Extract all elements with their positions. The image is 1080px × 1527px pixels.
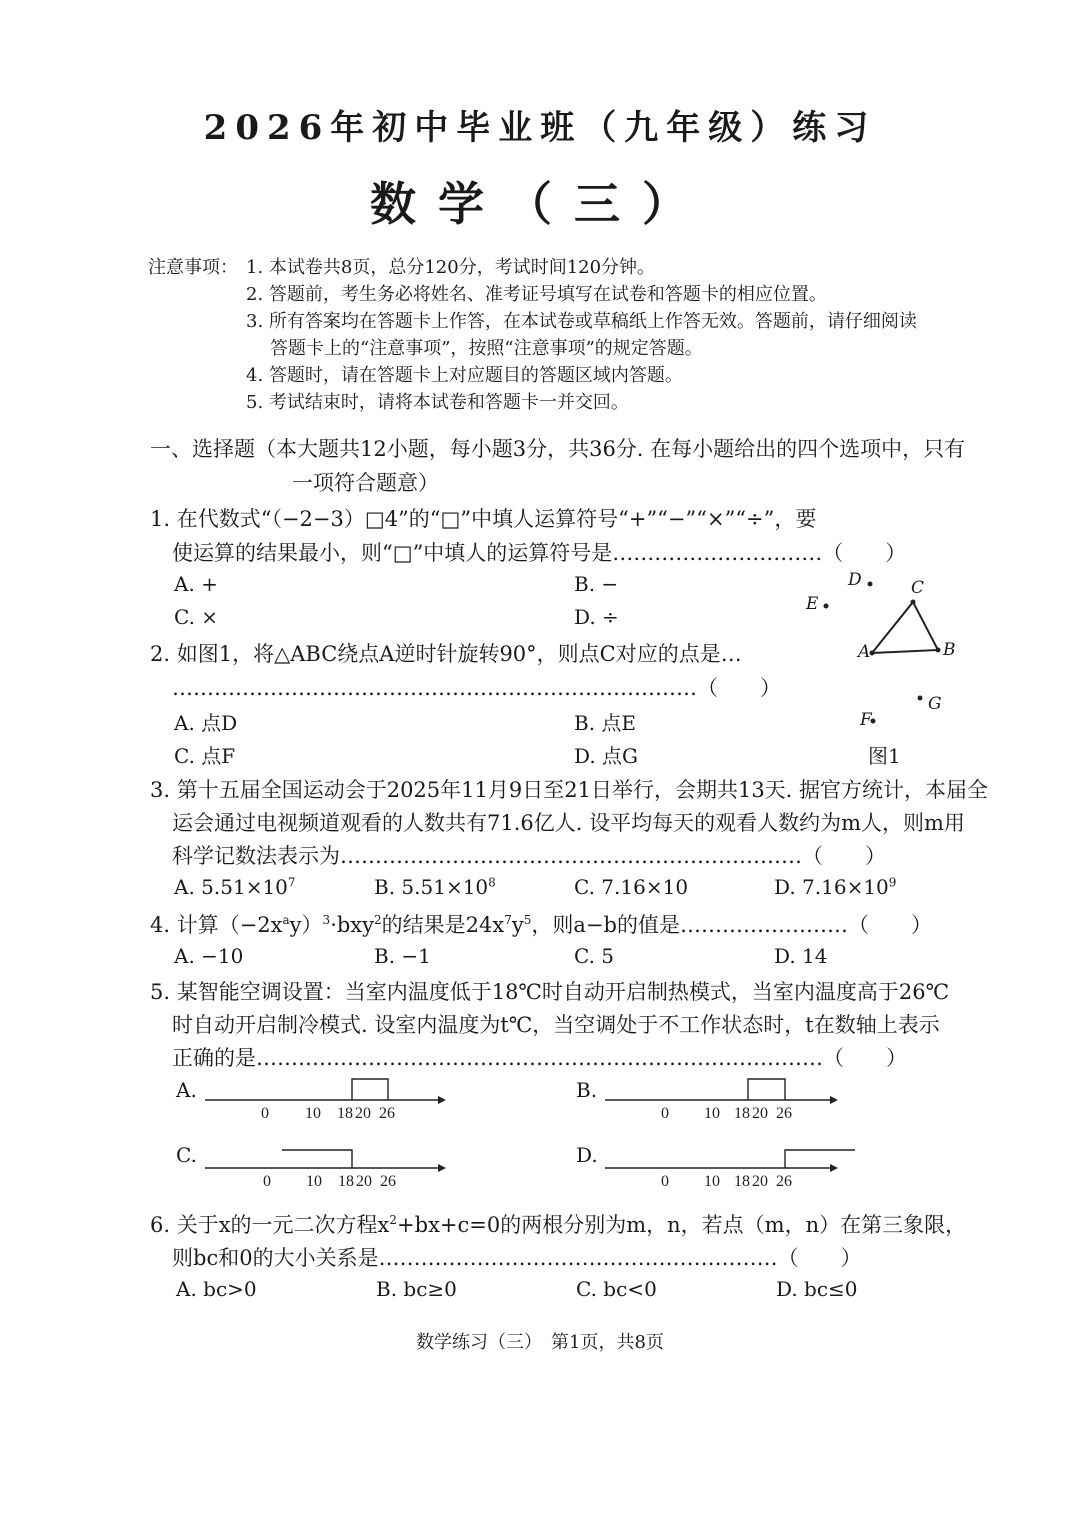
q6-option-b: B. bc≥0 — [376, 1277, 457, 1301]
point-label-c: C — [911, 578, 925, 598]
number-line-b — [600, 1070, 850, 1126]
question-5-line3: 正确的是………………………………………………………………………（ ） — [172, 1046, 907, 1070]
question-6-line1: 6. 关于x的一元二次方程$x^2+bx+c=0$的两根分别为m，n，若点（m，n）在第三象限， — [150, 1213, 967, 1237]
question-1-line2: 使运算的结果最小，则“□”中填人的运算符号是…………………………（ ） — [172, 541, 907, 565]
question-2-line2: …………………………………………………………………（ ） — [172, 676, 781, 700]
svg-text:20: 20 — [752, 1105, 768, 1122]
svg-text:18: 18 — [734, 1173, 750, 1190]
question-3-line3: 科学记数法表示为…………………………………………………………（ ） — [172, 844, 886, 868]
question-3-line2: 运会通过电视频道观看的人数共有71.6亿人. 设平均每天的观看人数约为m人，则m用 — [172, 811, 965, 835]
number-line-c — [200, 1138, 450, 1194]
svg-text:18: 18 — [337, 1105, 353, 1122]
q3-option-d: D. $7.16\times 10^9$ — [774, 875, 897, 899]
question-1-line1: 1. 在代数式“（−2−3）□4”的“□”中填人运算符号“+”“−”“×”“÷”，要 — [150, 507, 817, 531]
section-heading-cont: 一项符合题意） — [292, 471, 439, 495]
svg-text:26: 26 — [379, 1105, 395, 1122]
q5-option-b-label: B. — [576, 1078, 598, 1102]
q1-option-a: A. + — [174, 572, 218, 596]
notes-label: 注意事项： — [148, 257, 238, 278]
q2-option-a: A. 点D — [174, 711, 238, 735]
q1-option-d: D. ÷ — [574, 605, 619, 629]
question-5-line1: 5. 某智能空调设置：当室内温度低于18℃时自动开启制热模式，当室内温度高于26℃ — [150, 980, 950, 1004]
note-item: 4. 答题时，请在答题卡上对应题目的答题区域内答题。 — [246, 365, 683, 386]
svg-text:10: 10 — [305, 1105, 321, 1122]
svg-text:0: 0 — [661, 1173, 669, 1190]
number-line-a — [200, 1070, 450, 1126]
page-footer: 数学练习（三） 第1页，共8页 — [416, 1332, 664, 1353]
question-6-line2: 则bc和0的大小关系是…………………………………………………（ ） — [172, 1246, 862, 1270]
note-item: 3. 所有答案均在答题卡上作答，在本试卷或草稿纸上作答无效。答题前，请仔细阅读 — [246, 311, 917, 332]
q4-option-d: D. 14 — [774, 944, 828, 968]
svg-text:20: 20 — [356, 1173, 372, 1190]
q1-option-b: B. − — [574, 572, 619, 596]
q2-option-c: C. 点F — [174, 744, 236, 768]
exam-title: 2026年初中毕业班（九年级）练习 — [203, 108, 877, 148]
q4-option-b: B. −1 — [374, 944, 431, 968]
svg-text:0: 0 — [261, 1105, 269, 1122]
svg-text:10: 10 — [704, 1173, 720, 1190]
q1-option-c: C. × — [174, 605, 219, 629]
svg-text:26: 26 — [776, 1105, 792, 1122]
q3-option-c: C. 7.16×10 — [574, 875, 689, 899]
svg-text:20: 20 — [752, 1173, 768, 1190]
q2-option-b: B. 点E — [574, 711, 637, 735]
question-4-line1: 4. 计算$(-2x^ay)^3\cdot bxy^2$的结果是$24x^7y^5$，则a−b的值是……………………（ ） — [150, 913, 932, 937]
svg-text:26: 26 — [776, 1173, 792, 1190]
q5-option-a-label: A. — [176, 1078, 197, 1102]
figure-1 — [800, 565, 980, 765]
point-label-b: B — [943, 640, 956, 660]
section-heading: 一、选择题（本大题共12小题，每小题3分，共36分. 在每小题给出的四个选项中，只有 — [150, 437, 966, 461]
point-label-e: E — [806, 594, 819, 614]
q4-option-a: A. −10 — [174, 944, 244, 968]
svg-text:18: 18 — [338, 1173, 354, 1190]
note-item: 5. 考试结束时，请将本试卷和答题卡一并交回。 — [246, 392, 629, 413]
question-3-line1: 3. 第十五届全国运动会于2025年11月9日至21日举行，会期共13天. 据官方统计，本届全 — [150, 778, 989, 802]
point-label-a: A — [858, 642, 871, 662]
note-item: 2. 答题前，考生务必将姓名、准考证号填写在试卷和答题卡的相应位置。 — [246, 284, 827, 305]
figure-1-caption: 图1 — [868, 744, 901, 768]
q3-option-a: A. $5.51\times 10^7$ — [174, 875, 296, 899]
q6-option-d: D. bc≤0 — [776, 1277, 858, 1301]
svg-text:0: 0 — [263, 1173, 271, 1190]
note-item: 答题卡上的“注意事项”，按照“注意事项”的规定答题。 — [270, 338, 703, 359]
q6-option-a: A. bc>0 — [176, 1277, 257, 1301]
svg-text:18: 18 — [734, 1105, 750, 1122]
number-line-d — [600, 1138, 860, 1194]
svg-text:10: 10 — [306, 1173, 322, 1190]
svg-text:26: 26 — [380, 1173, 396, 1190]
note-item: 1. 本试卷共8页，总分120分，考试时间120分钟。 — [246, 257, 656, 278]
q4-option-c: C. 5 — [574, 944, 615, 968]
question-5-line2: 时自动开启制冷模式. 设室内温度为t℃，当空调处于不工作状态时，t在数轴上表示 — [172, 1013, 940, 1037]
q3-option-b: B. $5.51\times 10^8$ — [374, 875, 496, 899]
question-2-line1: 2. 如图1，将△ABC绕点A逆时针旋转90°，则点C对应的点是… — [150, 642, 742, 666]
q2-option-d: D. 点G — [574, 744, 639, 768]
exam-subtitle: 数学（三） — [370, 177, 710, 231]
q5-option-d-label: D. — [576, 1143, 598, 1167]
q5-option-c-label: C. — [176, 1143, 197, 1167]
svg-text:20: 20 — [355, 1105, 371, 1122]
point-label-d: D — [848, 570, 862, 590]
svg-text:0: 0 — [661, 1105, 669, 1122]
point-label-f: F — [860, 710, 872, 730]
point-label-g: G — [928, 694, 942, 714]
q6-option-c: C. bc<0 — [576, 1277, 657, 1301]
svg-text:10: 10 — [704, 1105, 720, 1122]
